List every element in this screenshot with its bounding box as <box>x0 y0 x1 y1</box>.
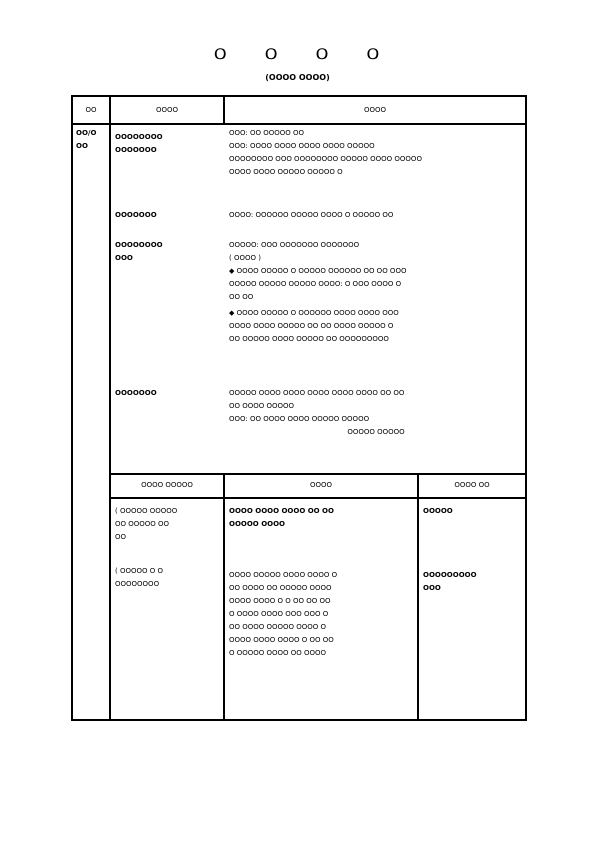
title-char: Ｏ <box>314 47 331 63</box>
col-divider-1 <box>109 97 111 719</box>
content-line: OOOO OOOO OOOOO OOOOO O <box>229 168 343 176</box>
cell-line: OOOO OOOO OOOO O OO OO <box>229 636 334 644</box>
label-line: OOOOOOO <box>115 389 157 397</box>
section-content <box>229 387 523 439</box>
cell-line: OOOOOOOO <box>115 580 160 588</box>
cell-line: OOOO OOOO O O OO OO OO <box>229 597 331 605</box>
label-line: OOOOOOO <box>115 211 157 219</box>
section-label <box>115 209 221 222</box>
content-line: OOOOO OOOO OOOO OOOO OOOO OOOO OO OO <box>229 389 405 397</box>
cell-line: OO OOOO OOOOO OOOO O <box>229 623 327 631</box>
row-notes <box>423 505 523 518</box>
label-line: OOOOOOO <box>115 146 157 154</box>
header-period: OO <box>85 106 97 114</box>
cell-line: OOOO OOOO OOOO OO OO <box>229 507 334 515</box>
content-line: OOO: OO OOOOO OO <box>229 129 305 137</box>
content-line: OOOO OOOO OOOOO OO OO OOOO OOOOO O <box>229 322 394 330</box>
section-label <box>115 131 221 157</box>
col-divider-2-bottom <box>223 473 225 719</box>
content-line: OOOOOOOO OOO OOOOOOOO OOOOO OOOO OOOOO <box>229 155 422 163</box>
section-content <box>229 239 523 346</box>
period-line: OO/O <box>76 129 97 137</box>
cell-line: ( OOOOO OOOOO <box>115 507 178 515</box>
content-line: OO OO <box>229 293 254 301</box>
content-line: OOOOO OOOOO OOOOO OOOO: O OOO OOOO O <box>229 280 402 288</box>
content-line: OO OOOOO OOOO OOOOO OO OOOOOOOOO <box>229 335 389 343</box>
cell-line: OOO <box>423 584 441 592</box>
title-char: Ｏ <box>264 47 281 63</box>
subheader-divider <box>111 497 525 499</box>
cell-line: ( OOOOO O O <box>115 567 163 575</box>
label-line: OOOOOOOO <box>115 241 163 249</box>
lesson-plan-table <box>71 95 527 721</box>
title-char: Ｏ <box>213 47 230 63</box>
content-line: ( OOOO ) <box>229 254 261 262</box>
cell-line: OO OOOO OO OOOOO OOOO <box>229 584 332 592</box>
content-line: ◆ OOOO OOOOO O OOOOOO OOOO OOOO OOO <box>229 309 399 317</box>
cell-line: OOOOO OOOO <box>229 520 285 528</box>
header-divider <box>73 123 525 125</box>
label-line: OOO <box>115 254 133 262</box>
header-item: OOOO <box>155 106 179 114</box>
cell-line: OOOOOOOOO <box>423 571 477 579</box>
content-line: OOOOO OOOOO <box>347 428 405 436</box>
content-line: ◆ OOOO OOOOO O OOOOO OOOOOO OO OO OOO <box>229 267 407 275</box>
section-content <box>229 209 523 222</box>
subheader-activity: OOOO OOOOO <box>141 481 193 489</box>
cell-line: OO OOOOO OO <box>115 520 170 528</box>
document-subtitle: (OOOO OOOO) <box>265 73 330 82</box>
content-line: OOOO: OOOOOO OOOOO OOOO O OOOOO OO <box>229 211 394 219</box>
row-notes <box>423 569 523 595</box>
cell-line: O OOOOO OOOO OO OOOO <box>229 649 327 657</box>
content-line: OOO: OOOO OOOO OOOO OOOO OOOOO <box>229 142 375 150</box>
row-activity <box>115 505 221 544</box>
content-line: OOOOO: OOO OOOOOOO OOOOOOO <box>229 241 360 249</box>
label-line: OOOOOOOO <box>115 133 163 141</box>
subheader-description: OOOO <box>309 481 333 489</box>
cell-line: OO <box>115 533 127 541</box>
content-line: OO OOOO OOOOO <box>229 402 295 410</box>
cell-line: OOOOO <box>423 507 453 515</box>
period-line: OO <box>76 142 88 150</box>
row-description <box>229 505 415 531</box>
col-divider-3 <box>417 473 419 719</box>
document-title <box>0 44 595 64</box>
title-char: Ｏ <box>365 47 382 63</box>
section-label <box>115 387 221 400</box>
period-cell <box>76 127 108 153</box>
section-divider <box>111 473 525 475</box>
cell-line: OOOO OOOOO OOOO OOOO O <box>229 571 338 579</box>
subheader-notes: OOOO OO <box>454 481 490 489</box>
row-description <box>229 569 415 660</box>
content-line: OOO: OO OOOO OOOO OOOOO OOOOO <box>229 415 370 423</box>
section-label <box>115 239 221 265</box>
header-content: OOOO <box>363 106 387 114</box>
cell-line: O OOOO OOOO OOO OOO O <box>229 610 329 618</box>
row-activity <box>115 565 221 591</box>
section-content <box>229 127 523 179</box>
